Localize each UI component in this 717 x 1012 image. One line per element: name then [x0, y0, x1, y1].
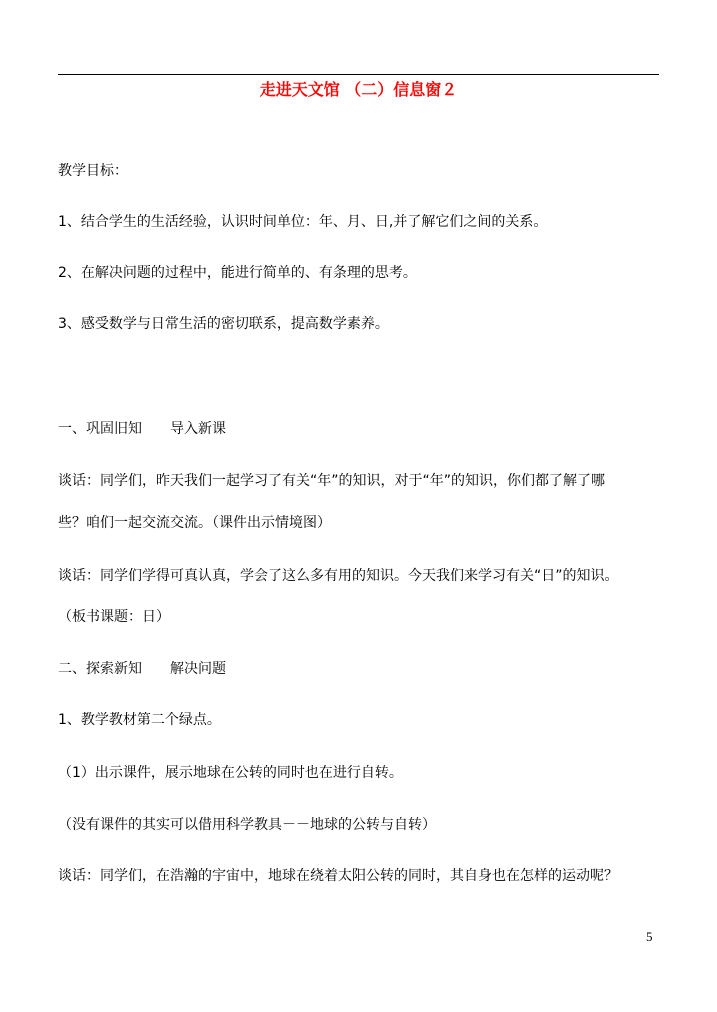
- document-title: 走进天文馆 （二）信息窗２: [259, 80, 458, 99]
- objective-2: 2、在解决问题的过程中，能进行简单的、有条理的思考。: [58, 265, 417, 281]
- paragraph-2-line-2: （板书课题：日）: [58, 609, 170, 625]
- item-1: 1、教学教材第二个绿点。: [58, 712, 221, 728]
- item-1-sub-1: （1）出示课件，展示地球在公转的同时也在进行自转。: [58, 765, 403, 781]
- paragraph-2-line-1: 谈话：同学们学得可真认真，学会了这么多有用的知识。今天我们来学习有关“日”的知识。: [58, 568, 619, 584]
- objective-3: 3、感受数学与日常生活的密切联系，提高数学素养。: [58, 316, 389, 332]
- section-1-heading: 一、巩固旧知 导入新课: [58, 421, 226, 437]
- objectives-heading: 教学目标：: [58, 163, 128, 179]
- item-1-note: （没有课件的其实可以借用科学教具－－地球的公转与自转）: [58, 817, 436, 833]
- paragraph-3: 谈话：同学们，在浩瀚的宇宙中，地球在绕着太阳公转的同时，其自身也在怎样的运动呢？: [58, 868, 618, 884]
- page-number: 5: [646, 929, 653, 944]
- paragraph-1-line-1: 谈话：同学们，昨天我们一起学习了有关“年”的知识，对于“年”的知识，你们都了解了哪: [58, 473, 606, 489]
- section-2-heading: 二、探索新知 解决问题: [58, 661, 226, 677]
- header-rule: [58, 74, 659, 75]
- paragraph-1-line-2: 些？咱们一起交流交流。（课件出示情境图）: [58, 515, 331, 531]
- objective-1: 1、结合学生的生活经验，认识时间单位：年、月、日,并了解它们之间的关系。: [58, 214, 548, 230]
